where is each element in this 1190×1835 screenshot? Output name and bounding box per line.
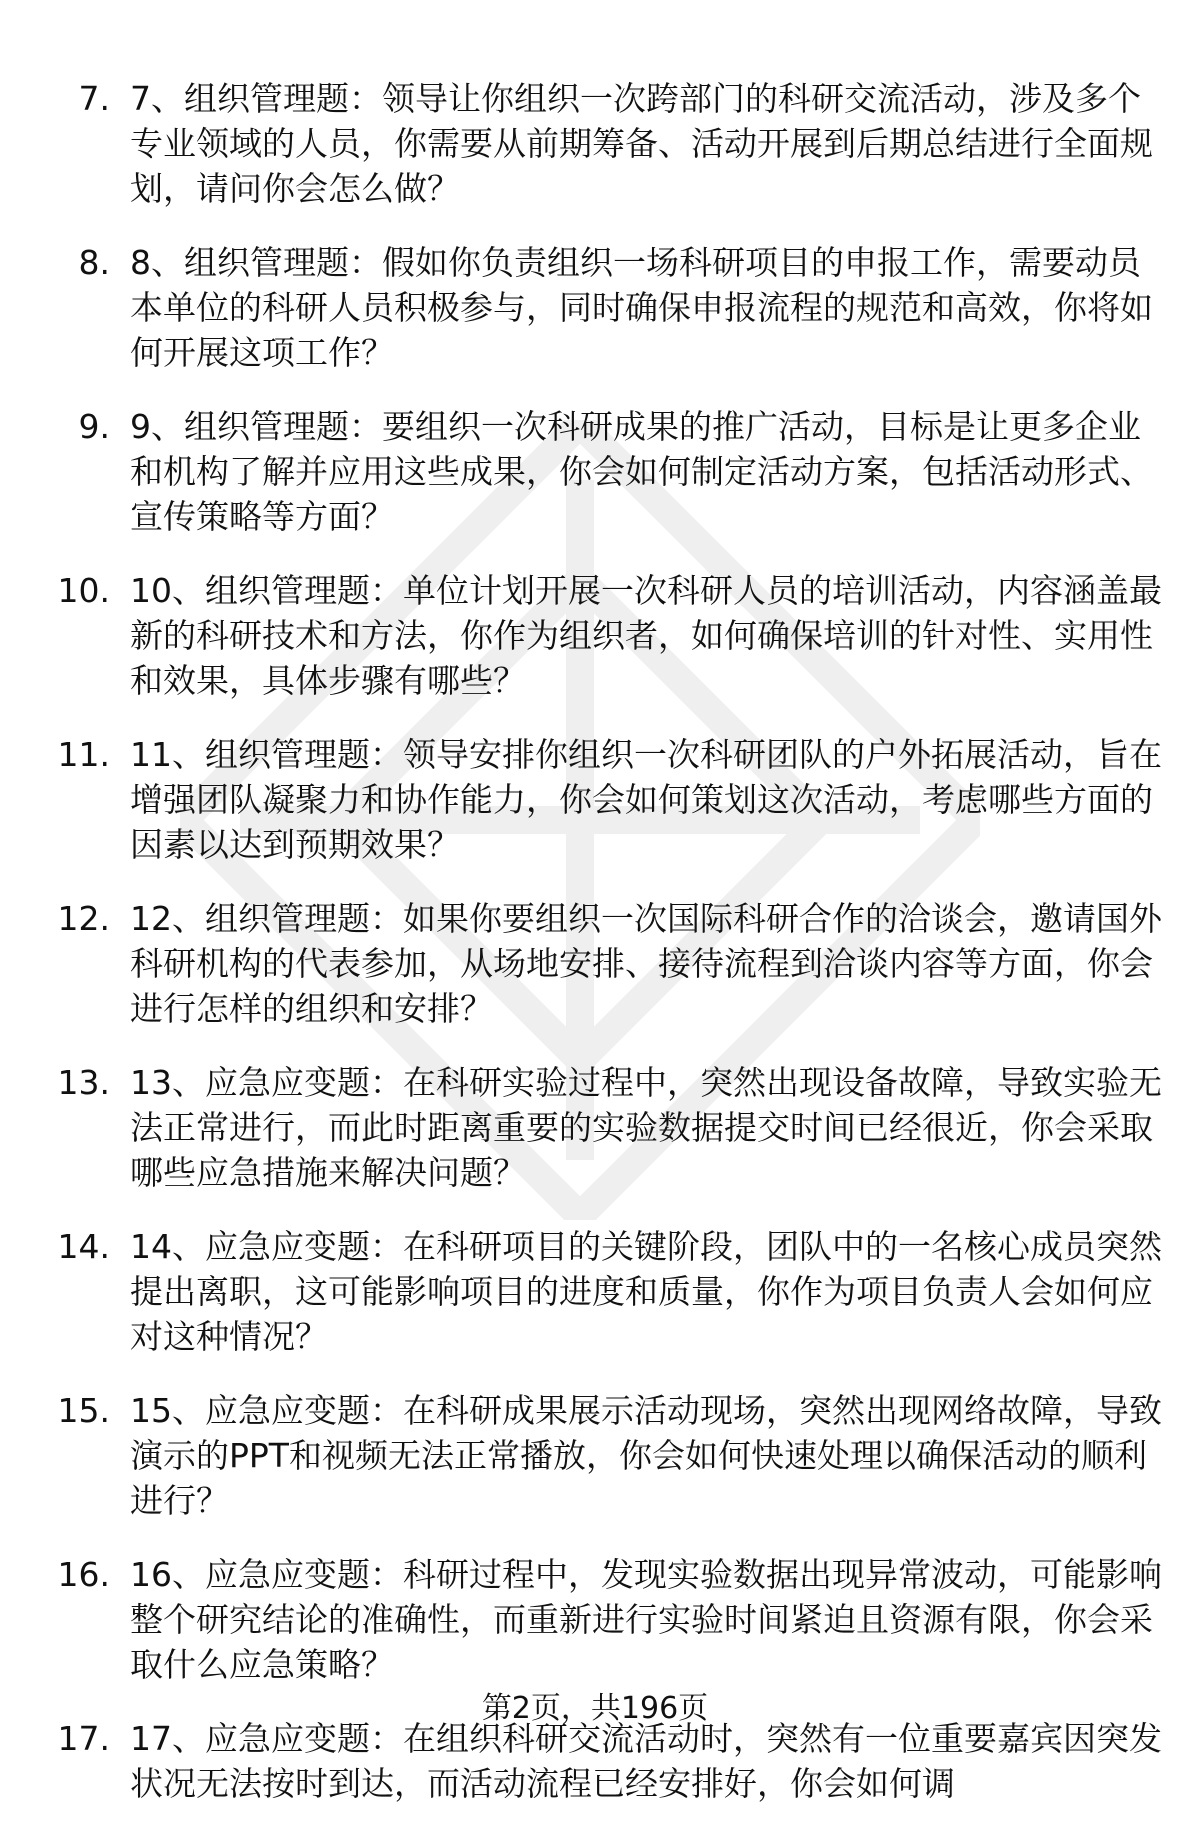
question-text: 13、应急应变题：在科研实验过程中，突然出现设备故障，导致实验无法正常进行，而此时距离重要的实验数据提交时间已经很近，你会采取哪些应急措施来解决问题？ (130, 1063, 1162, 1192)
question-text: 9、组织管理题：要组织一次科研成果的推广活动，目标是让更多企业和机构了解并应用这些成果，你会如何制定活动方案，包括活动形式、宣传策略等方面？ (130, 407, 1153, 536)
question-number: 11. (57, 735, 110, 774)
question-text: 7、组织管理题：领导让你组织一次跨部门的科研交流活动，涉及多个专业领域的人员，你需要从前期筹备、活动开展到后期总结进行全面规划，请问你会怎么做？ (130, 79, 1153, 208)
question-number: 13. (57, 1063, 110, 1102)
question-text: 15、应急应变题：在科研成果展示活动现场，突然出现网络故障，导致演示的PPT和视频无法正常播放，你会如何快速处理以确保活动的顺利进行？ (130, 1391, 1162, 1520)
list-item (0, 240, 1190, 375)
list-item (0, 1060, 1190, 1195)
question-number: 17. (57, 1719, 110, 1758)
list-item (0, 896, 1190, 1031)
question-number: 10. (57, 571, 110, 610)
list-item (0, 568, 1190, 703)
question-text: 12、组织管理题：如果你要组织一次国际科研合作的洽谈会，邀请国外科研机构的代表参加，从场地安排、接待流程到洽谈内容等方面，你会进行怎样的组织和安排？ (130, 899, 1162, 1028)
list-item (0, 1552, 1190, 1687)
question-text: 17、应急应变题：在组织科研交流活动时，突然有一位重要嘉宾因突发状况无法按时到达，而活动流程已经安排好，你会如何调 (130, 1719, 1162, 1803)
question-number: 14. (57, 1227, 110, 1266)
question-text: 11、组织管理题：领导安排你组织一次科研团队的户外拓展活动，旨在增强团队凝聚力和协作能力，你会如何策划这次活动，考虑哪些方面的因素以达到预期效果？ (130, 735, 1162, 864)
question-text: 16、应急应变题：科研过程中，发现实验数据出现异常波动，可能影响整个研究结论的准确性，而重新进行实验时间紧迫且资源有限，你会采取什么应急策略？ (130, 1555, 1162, 1684)
list-item (0, 1388, 1190, 1523)
question-text: 14、应急应变题：在科研项目的关键阶段，团队中的一名核心成员突然提出离职，这可能影响项目的进度和质量，你作为项目负责人会如何应对这种情况？ (130, 1227, 1162, 1356)
list-item (0, 1224, 1190, 1359)
page-footer: 第2页，共196页 (481, 1691, 709, 1726)
question-number: 9. (78, 407, 110, 446)
question-list (0, 76, 1190, 1835)
list-item (0, 1716, 1190, 1806)
question-number: 12. (57, 899, 110, 938)
question-text: 8、组织管理题：假如你负责组织一场科研项目的申报工作，需要动员本单位的科研人员积极参与，同时确保申报流程的规范和高效，你将如何开展这项工作？ (130, 243, 1153, 372)
list-item (0, 732, 1190, 867)
list-item (0, 76, 1190, 211)
question-number: 7. (78, 79, 110, 118)
question-number: 15. (57, 1391, 110, 1430)
list-item (0, 404, 1190, 539)
question-number: 16. (57, 1555, 110, 1594)
question-number: 8. (78, 243, 110, 282)
question-text: 10、组织管理题：单位计划开展一次科研人员的培训活动，内容涵盖最新的科研技术和方法，你作为组织者，如何确保培训的针对性、实用性和效果，具体步骤有哪些？ (130, 571, 1162, 700)
